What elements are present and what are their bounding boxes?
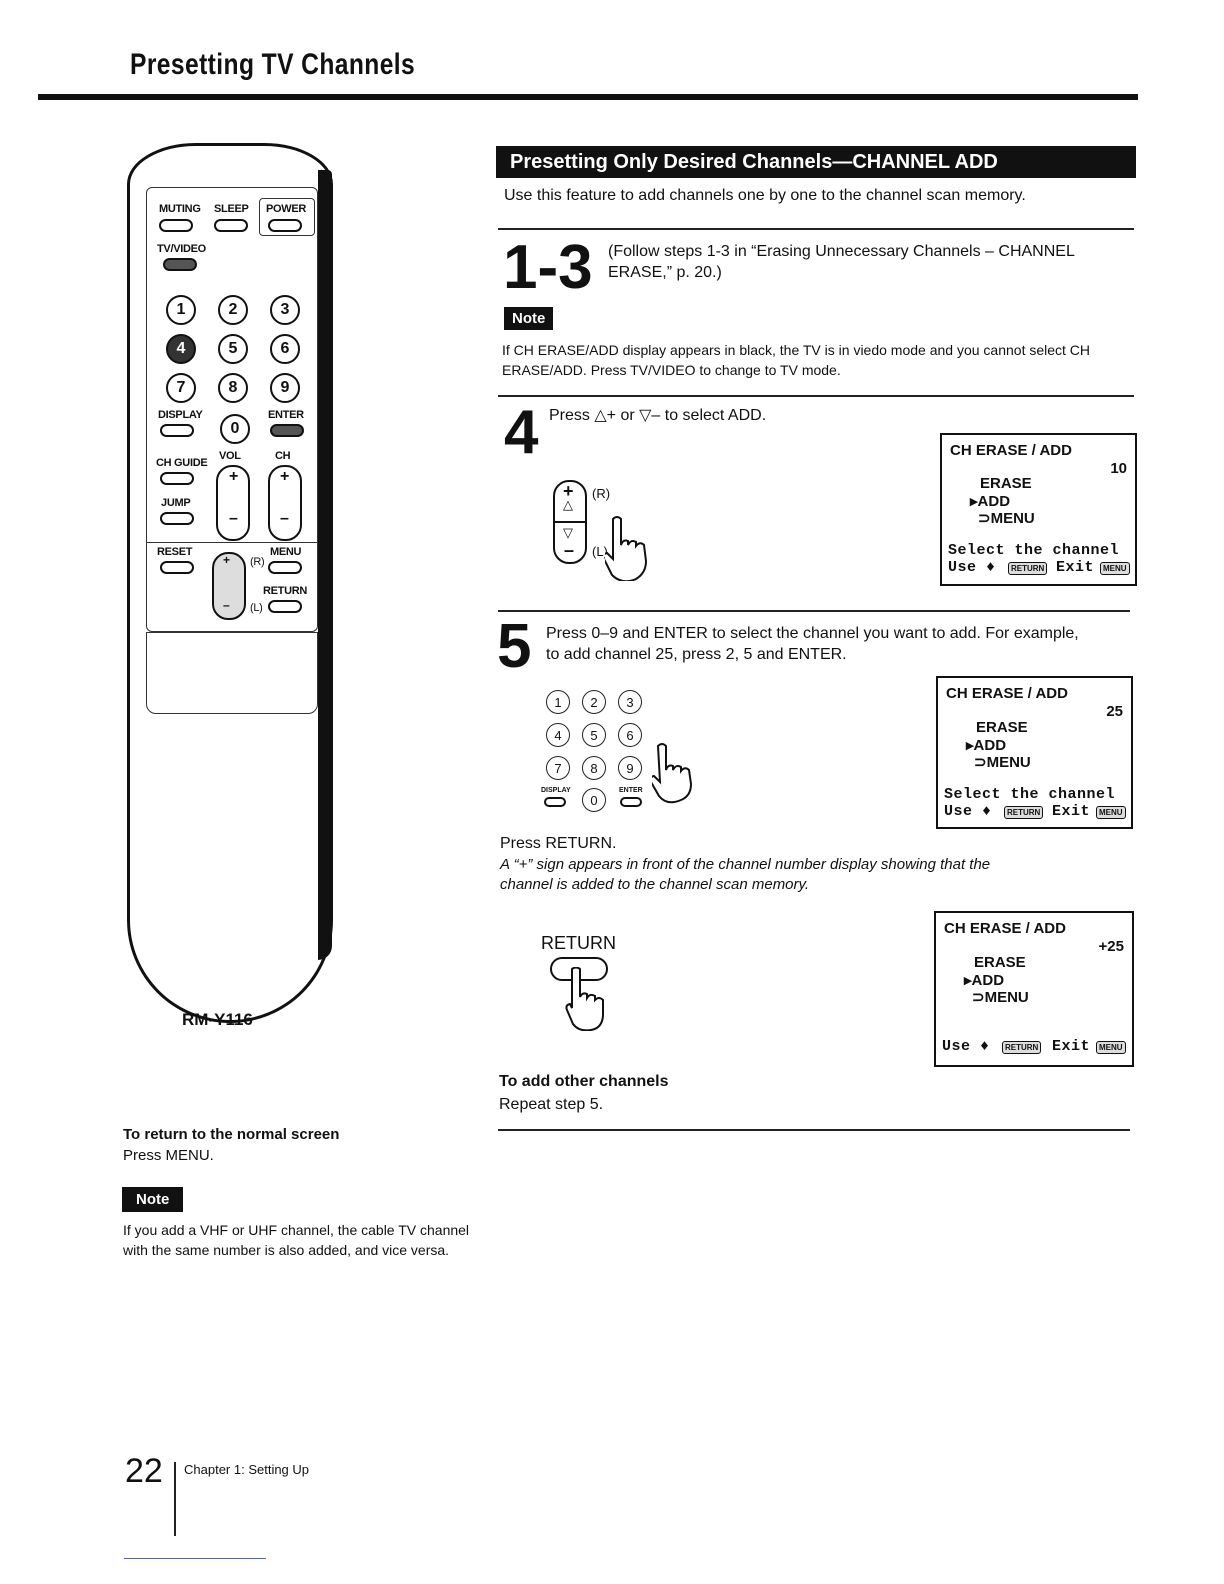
digit-9-button[interactable]: 9 [270,373,300,403]
keypad-display-label: DISPLAY [541,787,571,794]
section-intro: Use this feature to add channels one by one to the channel scan memory. [504,187,1026,204]
osd6-use: Use ♦ [942,1038,990,1055]
digit-2-button[interactable]: 2 [218,295,248,325]
keypad-9: 9 [618,756,642,780]
keypad-6: 6 [618,723,642,747]
digit-0-button[interactable]: 0 [220,414,250,444]
rule-3 [498,610,1130,612]
digit-5-button[interactable]: 5 [218,334,248,364]
digit-8-button[interactable]: 8 [218,373,248,403]
digit-1-button[interactable]: 1 [166,295,196,325]
step4-r-label: (R) [592,486,611,501]
osd5-erase: ERASE [976,719,1028,736]
osd6-return-btn: RETURN [1002,1041,1041,1054]
step-1-3-text: (Follow steps 1-3 in “Erasing Unnecessary Channels – CHANNEL ERASE,” p. 20.) [608,243,1075,281]
page-number: 22 [125,1452,163,1490]
reset-label: RESET [157,546,193,558]
osd4-menu: ⊃MENU [978,510,1035,527]
return-label: RETURN [263,585,308,597]
osd4-channel: 10 [1110,460,1127,477]
result-text: A “+” sign appears in front of the channel number display showing that the channel is added to the channel scan memory. [500,856,991,893]
osd5-add: ▸ADD [966,737,1007,754]
osd6-title: CH ERASE / ADD [944,920,1066,937]
rule-4 [498,1129,1130,1131]
keypad-0: 0 [582,788,606,812]
osd6-channel: +25 [1098,938,1124,955]
step4-minus-sign: – [564,540,575,560]
tv-video-label: TV/VIDEO [157,243,206,255]
osd6-menu-btn: MENU [1096,1041,1126,1054]
rule-2 [498,395,1134,397]
jump-button[interactable] [160,512,194,525]
keypad-enter-button [620,797,642,807]
keypad-4: 4 [546,723,570,747]
r-label: (R) [250,556,265,568]
left-note-text: If you add a VHF or UHF channel, the cable TV channel with the same number is also added, and vice versa. [123,1222,470,1258]
vol-label: VOL [219,450,241,462]
vol-plus-sign: + [229,468,239,485]
pointing-hand-icon-2 [652,742,708,804]
keypad-2: 2 [582,690,606,714]
enter-label: ENTER [268,409,304,421]
osd-step5 [936,676,1133,829]
keypad-enter-label: ENTER [619,787,643,794]
keypad-3: 3 [618,690,642,714]
step-5-text: Press 0–9 and ENTER to select the channel you want to add. For example, to add channel 25, press 2, 5 and ENTER. [546,625,1079,663]
step4-up-icon: △ [563,497,573,512]
rule-1 [498,228,1134,230]
osd4-title: CH ERASE / ADD [950,442,1072,459]
osd5-channel: 25 [1106,703,1123,720]
pointing-hand-icon [605,515,665,581]
ch-label: CH [275,450,291,462]
ch-plus-sign: + [280,468,290,485]
step4-plus-sign: + [563,481,574,501]
osd5-menu-btn: MENU [1096,806,1126,819]
vol-minus-sign: – [229,510,238,527]
osd6-exit: Exit [1052,1038,1091,1055]
ch-guide-label: CH GUIDE [156,457,208,469]
note1-text: If CH ERASE/ADD display appears in black, the TV is in viedo mode and you cannot select CH ERASE/ADD. Press TV/VIDEO to change to TV mode. [502,342,1091,378]
digit-7-button[interactable]: 7 [166,373,196,403]
osd5-use: Use ♦ [944,803,992,820]
rocker-minus-sign: – [223,598,230,612]
osd6-add: ▸ADD [964,972,1005,989]
keypad-display-button [544,797,566,807]
keypad-1: 1 [546,690,570,714]
title-rule [38,94,1138,100]
osd6-menu: ⊃MENU [972,989,1029,1006]
reset-button[interactable] [160,561,194,574]
osd-step4 [940,433,1137,586]
remote-divider [146,542,318,543]
step4-down-icon: ▽ [563,525,573,540]
ch-guide-button[interactable] [160,472,194,485]
step-4-text: Press △+ or ▽– to select ADD. [549,407,767,424]
remote-bottom-panel [146,632,318,714]
osd4-erase: ERASE [980,475,1032,492]
osd5-return-btn: RETURN [1004,806,1043,819]
osd4-use: Use ♦ [948,559,996,576]
note-tag-1: Note [504,307,553,330]
jump-label: JUMP [161,497,191,509]
note-tag-left: Note [122,1187,183,1212]
osd-return [934,911,1134,1067]
osd4-select: Select the channel [948,542,1120,559]
osd5-exit: Exit [1052,803,1091,820]
sleep-button[interactable] [214,219,248,232]
page-title: Presetting TV Channels [130,48,416,81]
remote-shadow [318,170,332,960]
return-illustration-label: RETURN [541,933,616,953]
pressing-hand-icon [562,967,610,1031]
step-5-number: 5 [497,612,532,681]
footer-divider [174,1462,176,1536]
sleep-label: SLEEP [214,203,249,215]
display-button[interactable] [160,424,194,437]
digit-3-button[interactable]: 3 [270,295,300,325]
step-4-number: 4 [504,398,539,467]
enter-button[interactable] [270,424,304,437]
remote-model-label: RM-Y116 [182,1010,253,1029]
return-heading: To return to the normal screen [123,1126,340,1143]
muting-label: MUTING [159,203,201,215]
keypad-8: 8 [582,756,606,780]
keypad-5: 5 [582,723,606,747]
osd5-menu: ⊃MENU [974,754,1031,771]
display-label: DISPLAY [158,409,203,421]
ch-minus-sign: – [280,510,289,527]
step-1-3-number: 1-3 [503,233,593,302]
osd4-exit: Exit [1056,559,1095,576]
osd4-add: ▸ADD [970,493,1011,510]
l-label: (L) [250,602,263,614]
digit-6-button[interactable]: 6 [270,334,300,364]
muting-button[interactable] [159,219,193,232]
power-label: POWER [266,203,307,215]
tv-video-button[interactable] [163,258,197,271]
osd5-select: Select the channel [944,786,1116,803]
power-button[interactable] [268,219,302,232]
press-return-text: Press RETURN. [500,835,617,852]
chapter-label: Chapter 1: Setting Up [184,1462,310,1477]
menu-button[interactable] [268,561,302,574]
osd4-menu-btn: MENU [1100,562,1130,575]
osd4-return-btn: RETURN [1008,562,1047,575]
footer-link-line [124,1558,266,1559]
return-button[interactable] [268,600,302,613]
step4-l-label: (L) [592,544,608,559]
menu-label: MENU [270,546,302,558]
keypad-7: 7 [546,756,570,780]
osd6-erase: ERASE [974,954,1026,971]
section-heading: Presetting Only Desired Channels—CHANNEL ADD [496,146,1136,178]
other-channels-text: Repeat step 5. [499,1096,604,1113]
step4-rocker-divider [555,521,585,523]
osd5-title: CH ERASE / ADD [946,685,1068,702]
return-text: Press MENU. [123,1147,214,1164]
other-channels-heading: To add other channels [499,1073,669,1090]
digit-4-button[interactable]: 4 [166,334,196,364]
rocker-plus-sign: + [223,553,231,567]
